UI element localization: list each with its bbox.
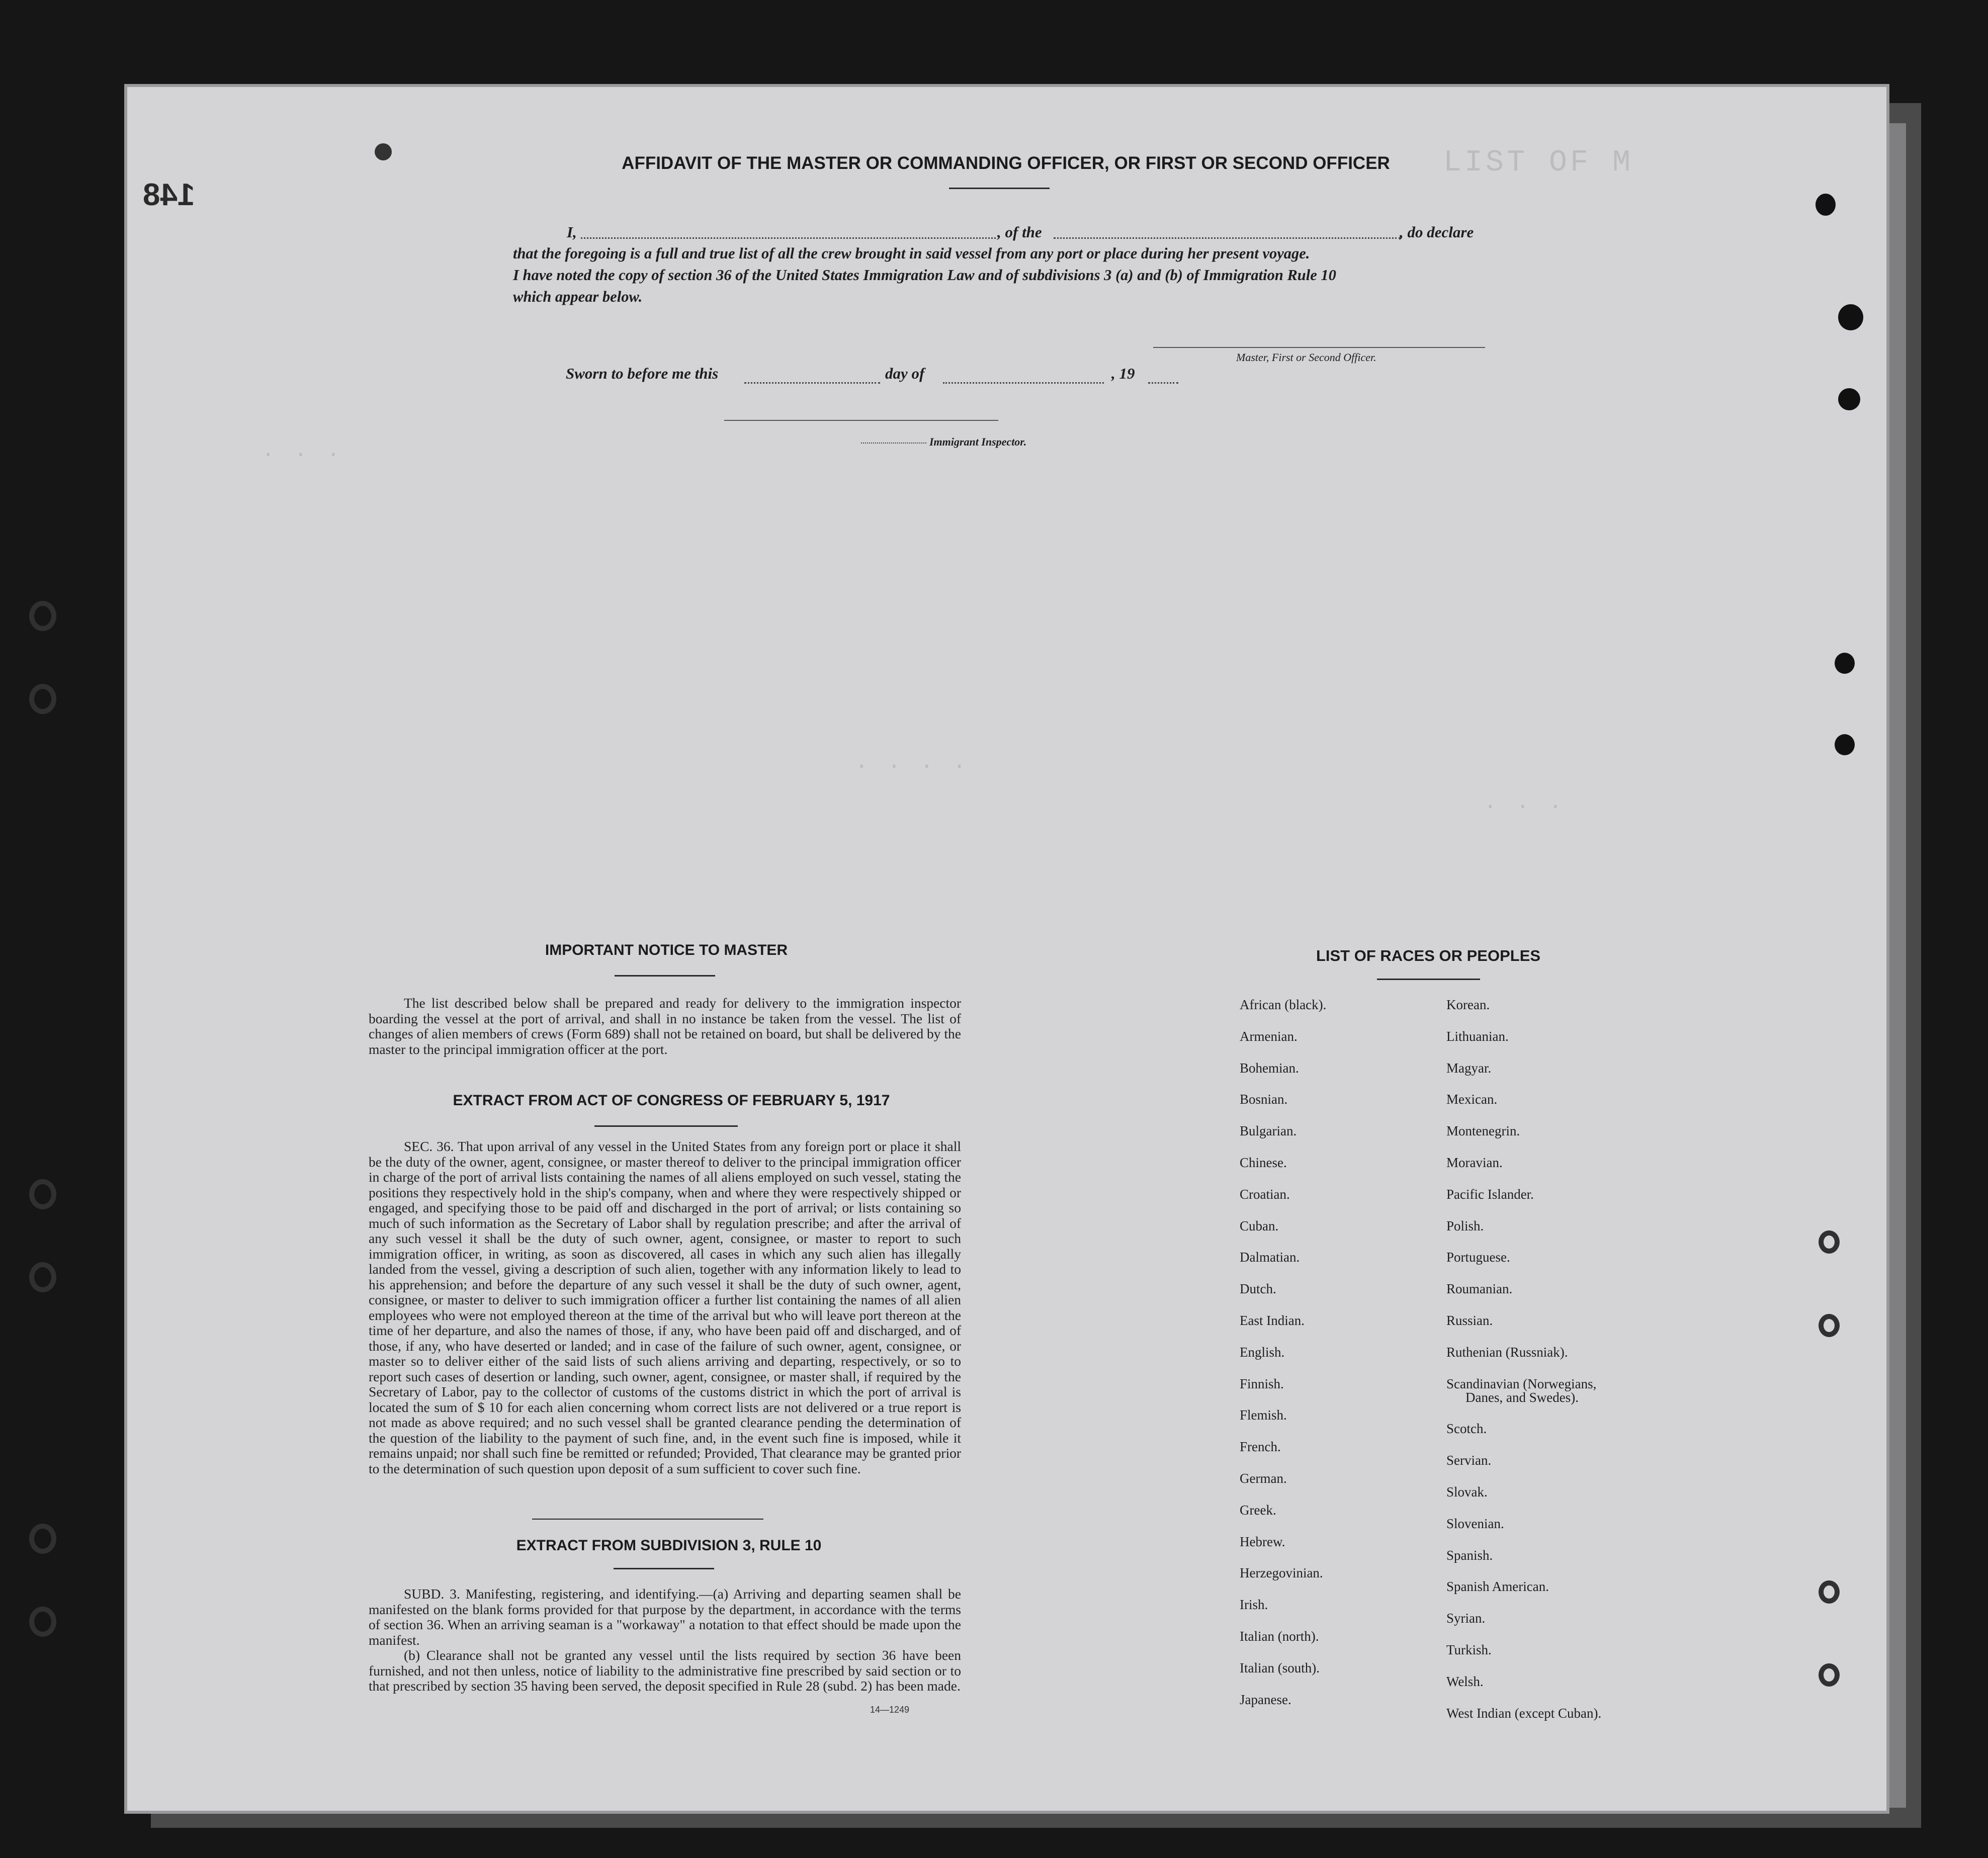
- punch-hole: [1819, 1580, 1840, 1604]
- act-extract-text: SEC. 36. That upon arrival of any vessel in the United States from any foreign port or place it shall be the duty of the owner, agent, consignee, or master thereof to deliver to the principal immigration officer in charge of the port of arrival lists containing the names of all aliens employed on such vessel, stating the positions they respectively hold in the ship's company, when and where they were respectively shipped or engaged, and specifying those to be paid off and discharged in the port of arrival; or lists containing so much of such information as the Secretary of Labor shall by regulation prescribe; and after the arrival of any such vessel it shall be the duty of such owner, agent, consignee, or master to report to such immigration officer, in writing, as soon as discovered, all cases in which any such alien has illegally landed from the vessel, giving a description of such alien, together with any information likely to lead to his apprehension; and before the departure of any such vessel it shall be the duty of such owner, agent, consignee, or master to deliver to such immigration officer a further list containing the names of all alien employees who were not employed thereon at the time of the arrival but who will leave port thereon at the time of her departure, and also the names of those, if any, who have been paid off and discharged, and of those, if any, who have deserted or landed; and in case of the failure of such owner, agent, consignee, or master so to deliver either of the said lists of such aliens arriving and departing, respectively, or so to report such cases of desertion or landing, such owner, agent, consignee, or master shall, if required by the Secretary of Labor, pay to the collector of customs of the customs district in which the port of arrival is located the sum of $ 10 for each alien concerning whom correct lists are not delivered or a true report is not made as above required; and no such vessel shall be granted clearance pending the determination of the question of the liability to the payment of such fine, and, in the event such fine is imposed, while it remains unpaid; nor shall such fine be remitted or refunded; Provided, That clearance may be granted prior to the determination of such question upon deposit of a sum sufficient to cover such fine.: [369, 1138, 961, 1476]
- rule-extract-para-b: (b) Clearance shall not be granted any vessel until the lists required by section 36 have been furnished, and not then unless, notice of liability to the administrative fine prescribed by said section or to that prescribed by section 35 having been served, the deposit specified in Rule 28 (subd. 2) has been made.: [369, 1647, 961, 1694]
- punch-hole: [1819, 1314, 1840, 1337]
- affidavit-i-label: I,: [567, 223, 577, 241]
- notice-title: IMPORTANT NOTICE TO MASTER: [545, 942, 788, 958]
- race-item: Welsh.: [1446, 1673, 1484, 1689]
- race-item: Pacific Islander.: [1446, 1186, 1534, 1202]
- race-item: Irish.: [1240, 1597, 1268, 1613]
- notice-rule: [615, 975, 715, 977]
- race-item: Cuban.: [1240, 1218, 1279, 1233]
- race-item: Bosnian.: [1240, 1092, 1288, 1107]
- race-item: Montenegrin.: [1446, 1123, 1520, 1139]
- race-item: Ruthenian (Russniak).: [1446, 1344, 1568, 1360]
- inspector-caption: Immigrant Inspector.: [929, 435, 1027, 448]
- master-signature-caption: Master, First or Second Officer.: [1236, 351, 1376, 364]
- punch-hole: [375, 143, 392, 160]
- race-item: Syrian.: [1446, 1611, 1486, 1626]
- sheet-number-stamp: 148: [143, 178, 195, 212]
- race-item: Russian.: [1446, 1313, 1493, 1328]
- vessel-name-line: [1054, 237, 1401, 239]
- sworn-day-line: [744, 382, 880, 384]
- affidavit-line-4: which appear below.: [513, 288, 643, 305]
- punch-hole: [29, 1262, 56, 1292]
- race-item: Spanish.: [1446, 1547, 1493, 1563]
- race-item: Herzegovinian.: [1240, 1565, 1323, 1581]
- race-item: Italian (south).: [1240, 1660, 1320, 1675]
- race-item: Moravian.: [1446, 1155, 1503, 1170]
- rule-extract-rule: [614, 1568, 714, 1569]
- affidavit-declare-label: , do declare: [1400, 223, 1474, 241]
- affidavit-line-3: I have noted the copy of section 36 of the United States Immigration Law and of subdivisions 3 (a) and (b) of Immigration Rule 10: [513, 267, 1336, 284]
- race-item: Slovak.: [1446, 1484, 1488, 1499]
- race-item: East Indian.: [1240, 1313, 1305, 1328]
- punch-hole: [1838, 304, 1863, 330]
- inspector-dot-leader: [861, 443, 926, 444]
- title-rule: [949, 188, 1050, 189]
- race-item: Spanish American.: [1446, 1579, 1549, 1595]
- race-item: English.: [1240, 1344, 1285, 1360]
- race-item: Armenian.: [1240, 1028, 1298, 1044]
- race-item: Dutch.: [1240, 1281, 1276, 1297]
- affidavit-title: AFFIDAVIT OF THE MASTER OR COMMANDING OFFICER, OR FIRST OR SECOND OFFICER: [622, 153, 1390, 173]
- rule-extract-para-a: SUBD. 3. Manifesting, registering, and identifying.—(a) Arriving and departing seamen shall be manifested on the blank forms provided for that purpose by the department, in accordance with the terms of section 36. When an arriving seaman is a "workaway" a notation to that effect should be made upon the manifest.: [369, 1586, 961, 1648]
- day-of-label: day of: [885, 365, 925, 382]
- inspector-signature-line: [724, 420, 998, 421]
- race-item: Finnish.: [1240, 1376, 1284, 1391]
- punch-hole: [29, 684, 56, 714]
- race-item: Chinese.: [1240, 1155, 1287, 1170]
- rule-extract-title: EXTRACT FROM SUBDIVISION 3, RULE 10: [516, 1537, 822, 1554]
- race-item: Slovenian.: [1446, 1516, 1504, 1531]
- sworn-month-line: [943, 382, 1104, 384]
- punch-hole: [1819, 1663, 1840, 1687]
- bleed-through-mark: · · · ·: [855, 754, 969, 779]
- sworn-year-line: [1148, 382, 1178, 384]
- punch-hole: [29, 601, 56, 631]
- bleed-through-mark: LIST OF M: [1443, 146, 1634, 180]
- race-item: Portuguese.: [1446, 1250, 1510, 1265]
- bleed-through-mark: · · ·: [1484, 794, 1566, 820]
- punch-hole: [29, 1607, 56, 1637]
- race-item: Greek.: [1240, 1502, 1276, 1518]
- race-item: West Indian (except Cuban).: [1446, 1705, 1602, 1721]
- act-extract-rule: [594, 1125, 738, 1127]
- race-item: Bohemian.: [1240, 1060, 1299, 1076]
- race-item: Turkish.: [1446, 1642, 1492, 1657]
- race-item: African (black).: [1240, 997, 1327, 1012]
- race-item: Croatian.: [1240, 1186, 1290, 1202]
- affidavit-line-2: that the foregoing is a full and true list of all the crew brought in said vessel from any port or place during her present voyage.: [513, 245, 1310, 262]
- sworn-label: Sworn to before me this: [566, 365, 719, 382]
- punch-hole: [1835, 653, 1855, 674]
- bleed-through-mark: · · ·: [262, 443, 343, 468]
- punch-hole: [1816, 194, 1836, 216]
- race-item: Lithuanian.: [1446, 1028, 1509, 1044]
- race-item: Japanese.: [1240, 1692, 1291, 1707]
- races-rule: [1377, 979, 1480, 980]
- race-item: Dalmatian.: [1240, 1250, 1300, 1265]
- race-item: Mexican.: [1446, 1092, 1498, 1107]
- affidavit-of-the-label: , of the: [997, 223, 1042, 241]
- year-prefix: , 19: [1111, 365, 1135, 382]
- race-item: Italian (north).: [1240, 1629, 1319, 1644]
- punch-hole: [1838, 388, 1860, 410]
- race-item: German.: [1240, 1471, 1287, 1486]
- race-item: Servian.: [1446, 1453, 1492, 1468]
- master-signature-line: [1153, 347, 1485, 348]
- race-item: Magyar.: [1446, 1060, 1492, 1076]
- race-item: Roumanian.: [1446, 1281, 1513, 1297]
- punch-hole: [29, 1179, 56, 1209]
- race-item: French.: [1240, 1439, 1281, 1455]
- section-divider: [532, 1519, 763, 1520]
- race-item: Flemish.: [1240, 1407, 1287, 1423]
- form-number: 14—1249: [870, 1705, 910, 1715]
- document-page: [124, 84, 1889, 1814]
- race-item: Scotch.: [1446, 1421, 1487, 1437]
- race-item: Scandinavian (Norwegians,: [1446, 1376, 1597, 1391]
- notice-text: The list described below shall be prepared and ready for delivery to the immigration inspector boarding the vessel at the port of arrival, and shall in no instance be taken from the vessel. The list of changes of alien members of crews (Form 689) shall not be retained on board, but shall be delivered by the master to the principal immigration officer at the port.: [369, 995, 961, 1057]
- race-item: Polish.: [1446, 1218, 1484, 1233]
- punch-hole: [29, 1524, 56, 1554]
- punch-hole: [1819, 1230, 1840, 1254]
- master-name-line: [581, 237, 996, 239]
- punch-hole: [1835, 734, 1855, 755]
- act-extract-title: EXTRACT FROM ACT OF CONGRESS OF FEBRUARY 5, 1917: [453, 1092, 890, 1109]
- race-item: Danes, and Swedes).: [1465, 1389, 1579, 1405]
- races-title: LIST OF RACES OR PEOPLES: [1316, 947, 1541, 964]
- race-item: Hebrew.: [1240, 1534, 1285, 1549]
- race-item: Korean.: [1446, 997, 1490, 1012]
- race-item: Bulgarian.: [1240, 1123, 1297, 1139]
